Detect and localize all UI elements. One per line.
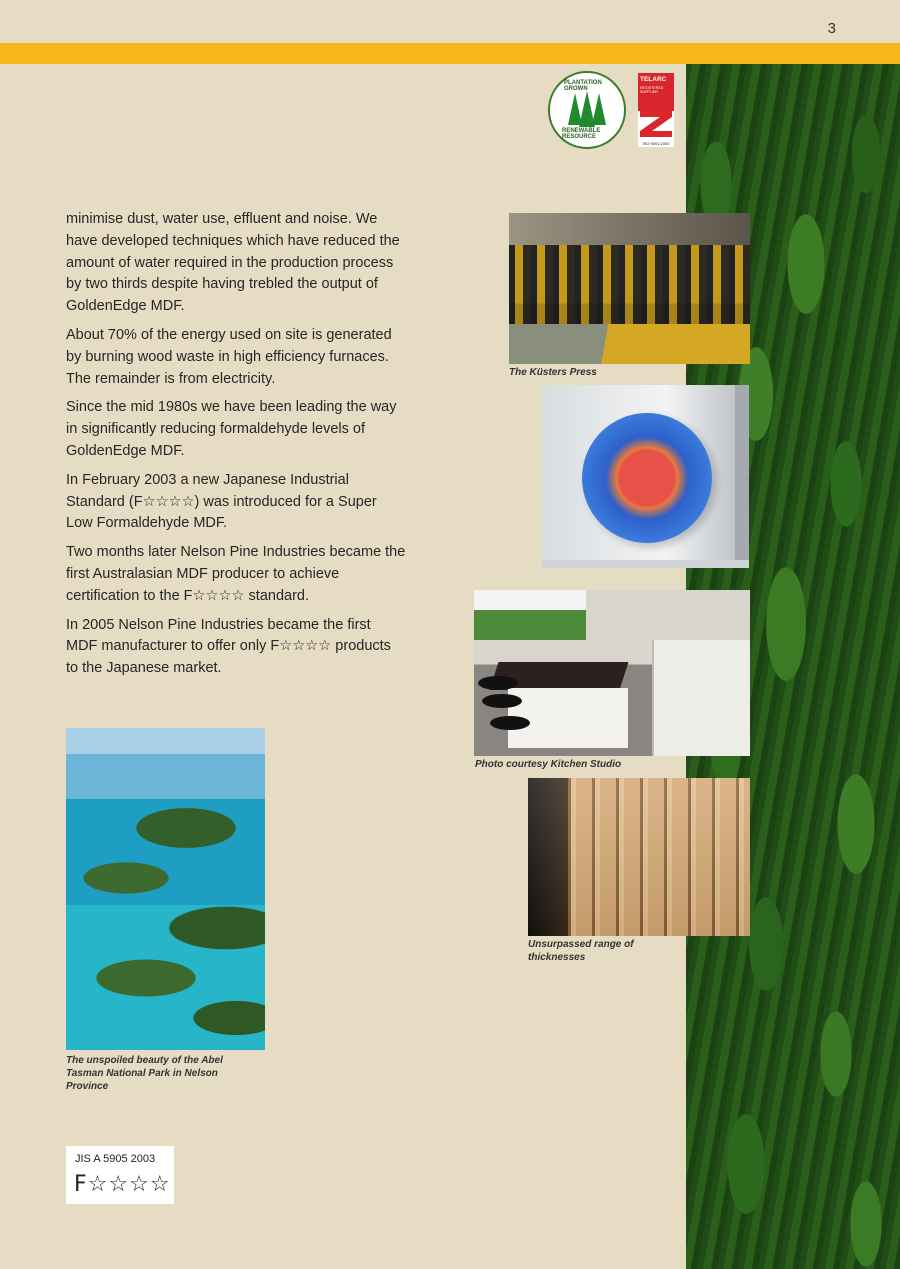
plantation-grown-logo bbox=[548, 71, 626, 149]
telarc-subtitle: REGISTERED SUPPLIER bbox=[640, 86, 664, 94]
paragraph: In February 2003 a new Japanese Industrial Standard (F☆☆☆☆) was introduced for a Super Low Formaldehyde MDF. bbox=[66, 471, 377, 532]
paragraph: About 70% of the energy used on site is generated by burning wood waste in high efficiency furnaces. The remainder is from electricity. bbox=[66, 326, 392, 387]
paragraph: In 2005 Nelson Pine Industries became the first MDF manufacturer to offer only F☆☆☆☆ products to the Japanese market. bbox=[66, 616, 391, 677]
jis-label: JIS A 5905 2003 bbox=[75, 1153, 156, 1165]
blue-plate-photo bbox=[542, 385, 749, 568]
paragraph: minimise dust, water use, effluent and noise. We have developed techniques which have reduced the amount of water required in the production process by two thirds despite having trebled the output of GoldenEdge MDF. bbox=[66, 211, 400, 315]
abel-tasman-photo bbox=[66, 728, 265, 1050]
paragraph: Two months later Nelson Pine Industries became the first Australasian MDF producer to achieve certification to the F☆☆☆☆ standard. bbox=[66, 544, 406, 604]
kitchen-photo bbox=[474, 590, 750, 756]
telarc-iso: ISO 9001:2000 bbox=[642, 141, 670, 146]
telarc-z-icon bbox=[638, 109, 674, 137]
plantation-logo-bottom-text: RENEWABLE RESOURCE bbox=[562, 128, 601, 140]
page-number: 3 bbox=[827, 20, 836, 37]
jis-certification-box bbox=[66, 1146, 174, 1204]
telarc-brand: TELARC bbox=[640, 76, 667, 83]
plantation-logo-top-text: PLANTATION GROWN bbox=[564, 80, 602, 92]
paragraph: Since the mid 1980s we have been leading the way in significantly reducing formaldehyde levels of GoldenEdge MDF. bbox=[66, 399, 397, 459]
header-accent-band bbox=[0, 43, 900, 64]
kitchen-caption: Photo courtesy Kitchen Studio bbox=[475, 759, 622, 770]
bay-caption: The unspoiled beauty of the Abel Tasman National Park in Nelson Province bbox=[66, 1055, 223, 1092]
press-caption: The Küsters Press bbox=[509, 367, 597, 378]
boards-caption: Unsurpassed range of thicknesses bbox=[528, 939, 634, 963]
mdf-boards-photo bbox=[528, 778, 750, 936]
telarc-logo bbox=[638, 73, 674, 147]
tree-icon bbox=[567, 91, 607, 131]
body-text bbox=[66, 209, 406, 687]
kusters-press-photo bbox=[509, 213, 750, 364]
jis-rating: F☆☆☆☆ bbox=[74, 1172, 171, 1197]
